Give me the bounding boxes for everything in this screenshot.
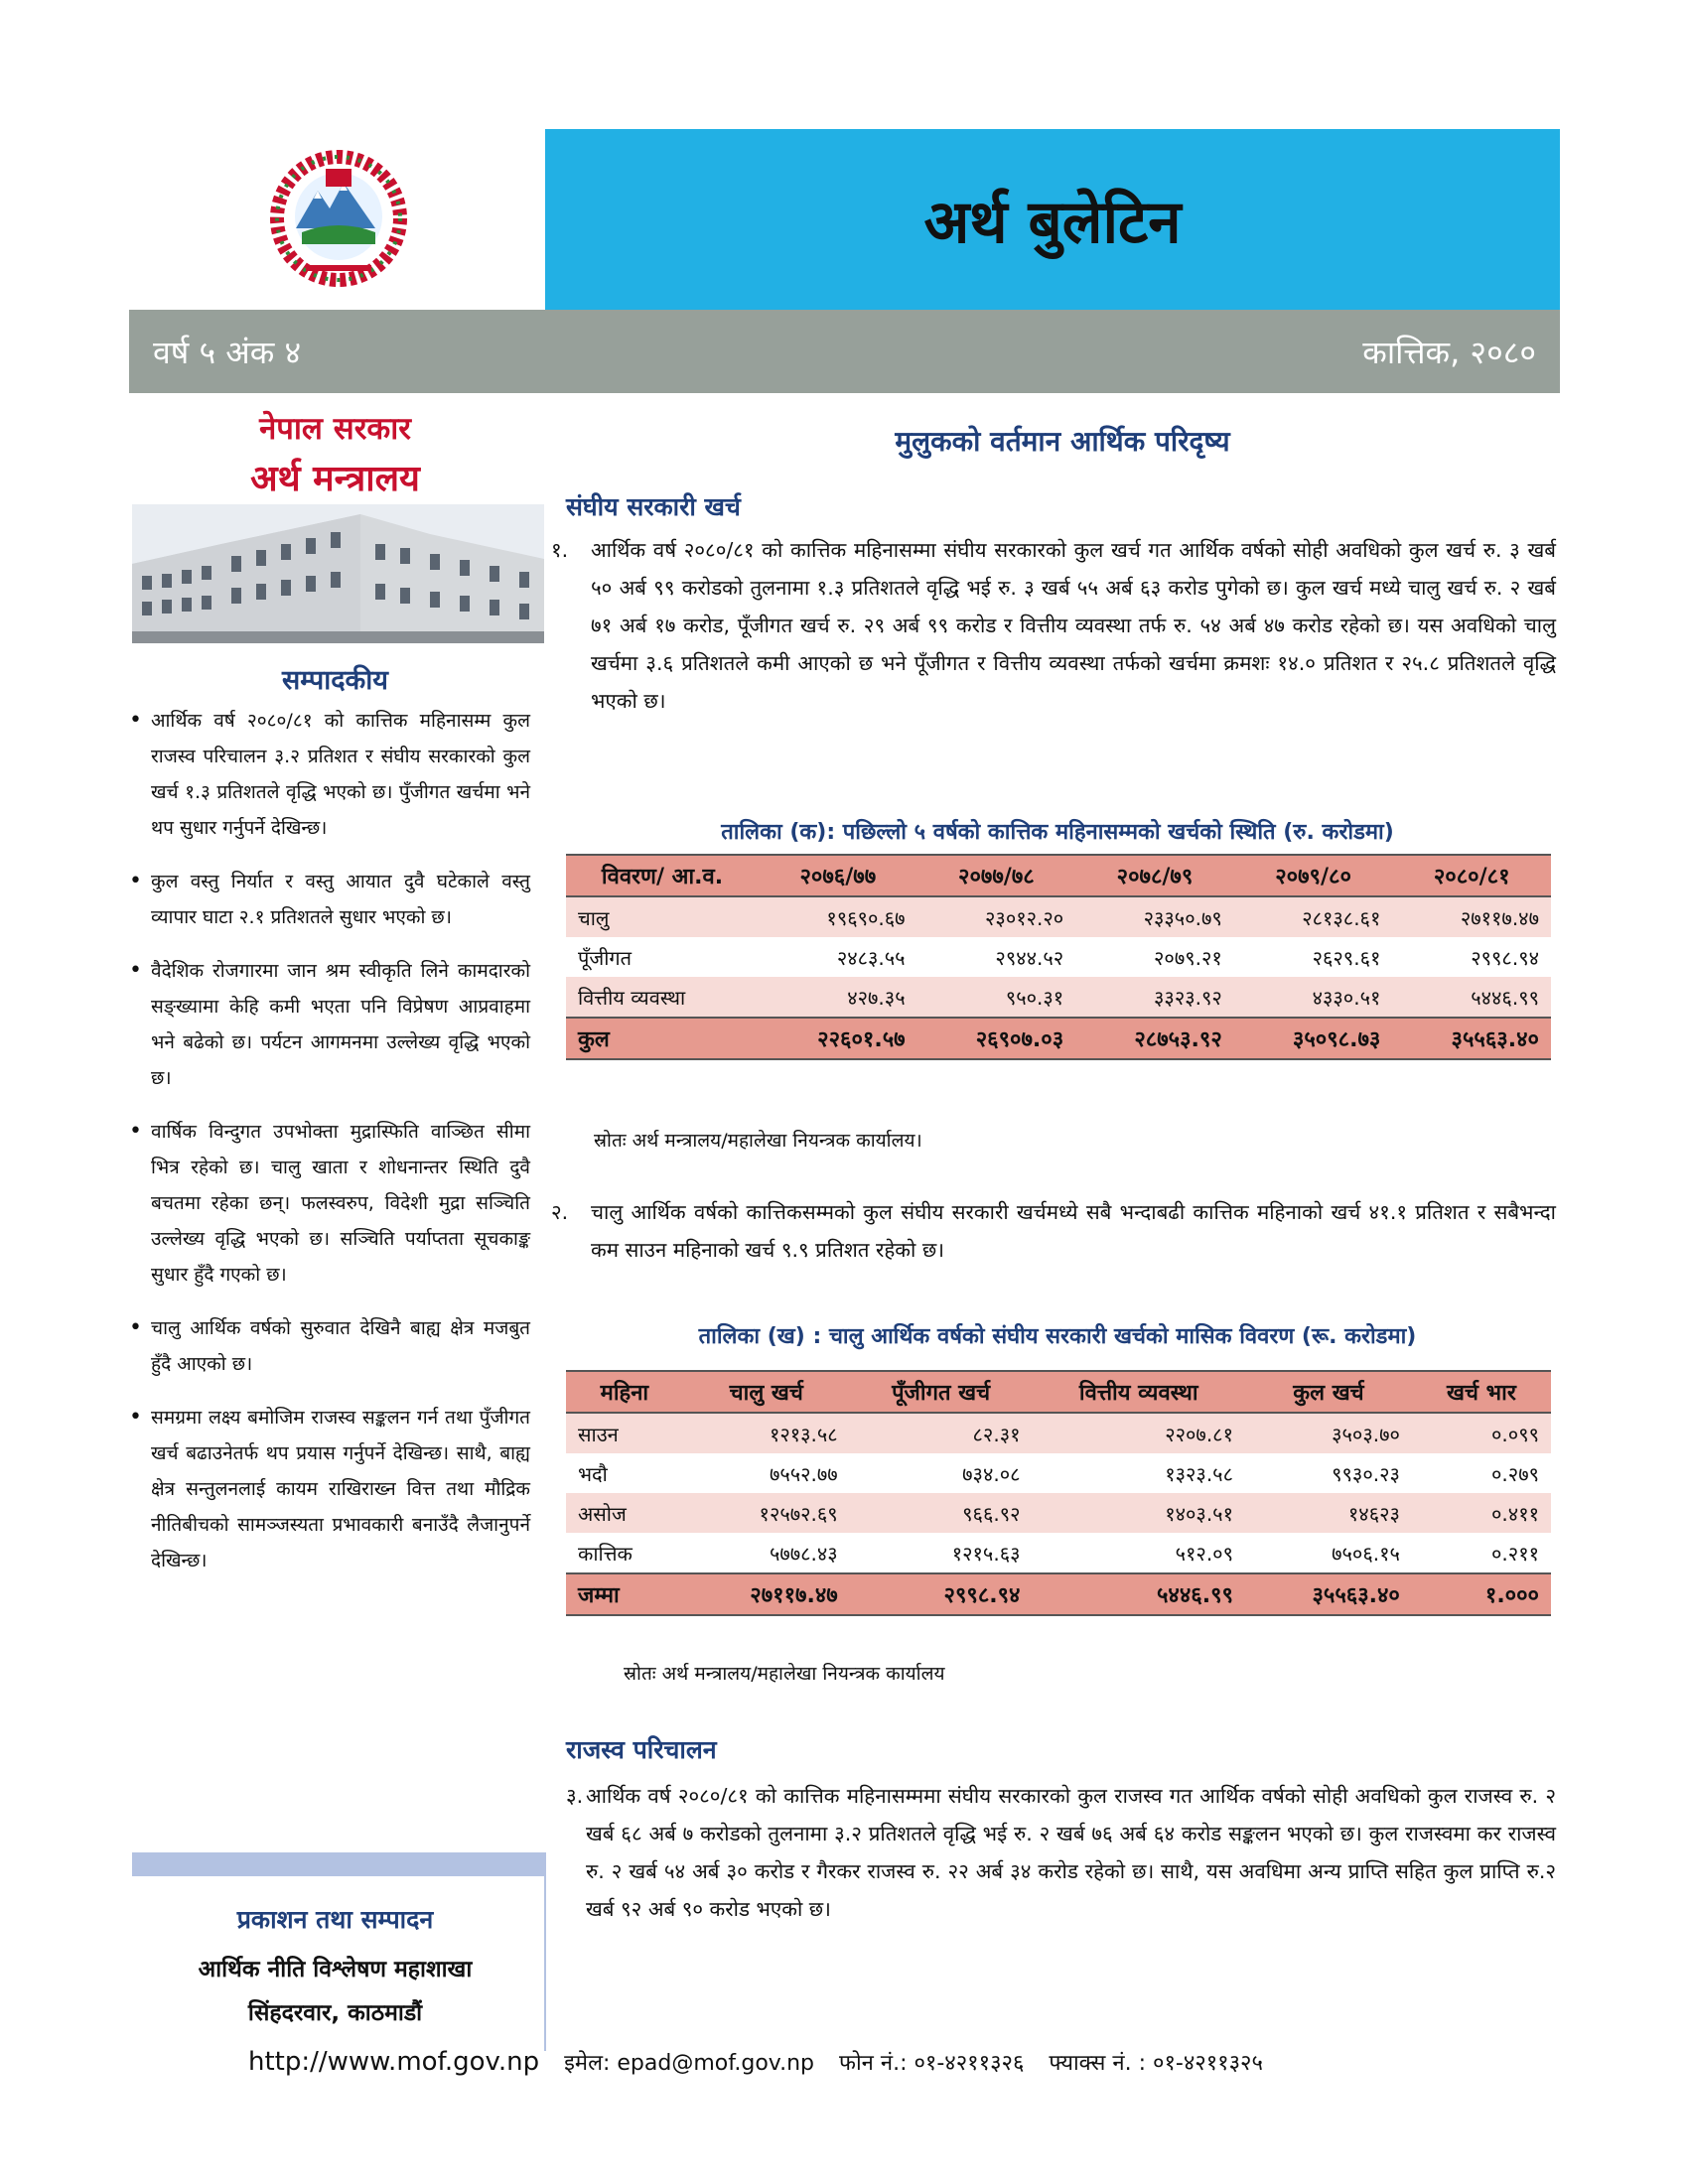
table-cell: २६९०७.०३: [975, 1027, 1064, 1052]
table-cell: ३५०३.७०: [1332, 1422, 1400, 1446]
ministry-building-photo: [132, 504, 544, 643]
government-name: नेपाल सरकार: [259, 411, 411, 447]
table-cell: ०.२११: [1491, 1541, 1539, 1566]
table-cell: १.०००: [1484, 1583, 1539, 1608]
phone-contact: फोन नं.: ०१-४२११३२६: [839, 2051, 1025, 2076]
section-title-revenue: राजस्व परिचालन: [566, 1735, 717, 1764]
editorial-item: • वार्षिक विन्दुगत उपभोक्ता मुद्रास्फिति वाञ्छित सीमा भित्र रहेको छ। चालु खाता र शोधनान्तर स्थिति दुवै बचतमा रहेका छन्। फलस्वरुप, विदेशी मुद्रा सञ्चिति उल्लेख्य वृद्धि भएको छ। सञ्चिति पर्याप्तता सूचकाङ्क सुधार हुँदै गएको छ।: [129, 1114, 530, 1293]
table-cell: ७५०६.१५: [1332, 1541, 1400, 1566]
table-header-cell: २०७६/७७: [799, 865, 877, 889]
table-cell: ०.४११: [1491, 1501, 1539, 1526]
paragraph-2: [551, 1193, 1556, 1269]
table-cell: २९४४.५२: [995, 945, 1064, 970]
editorial-item: • चालु आर्थिक वर्षको सुरुवात देखिनै बाह्य क्षेत्र मजबुत हुँदै आएको छ।: [129, 1310, 530, 1382]
table-cell: २३०१२.२०: [985, 905, 1064, 930]
paragraph-number: २.: [551, 1200, 569, 1224]
table-a-source: स्रोतः अर्थ मन्त्रालय/महालेखा नियन्त्रक कार्यालय।: [594, 1130, 922, 1152]
table-cell: २४८३.५५: [836, 945, 906, 970]
table-cell: २६२९.६१: [1312, 945, 1381, 970]
table-header-row: [566, 855, 1551, 896]
bulletin-title: अर्थ बुलेटिन: [923, 188, 1182, 257]
table-cell: २२०७.८१: [1165, 1422, 1233, 1446]
publication-vertical-rule: [544, 1852, 546, 2051]
paragraph-3: [566, 1777, 1556, 1928]
table-row: [566, 977, 1551, 1018]
publisher-address: सिंहदरवार, काठमाडौं: [247, 2000, 423, 2026]
publication-title: प्रकाशन तथा सम्पादन: [236, 1905, 434, 1934]
editorial-item: • समग्रमा लक्ष्य बमोजिम राजस्व सङ्कलन गर्न तथा पुँजीगत खर्च बढाउनेतर्फ थप प्रयास गर्नुपर्ने देखिन्छ। साथै, बाह्य क्षेत्र सन्तुलनलाई कायम राखिराख्न वित्त तथा मौद्रिक नीतिबीचको सामञ्जस्यता प्रभावकारी बनाउँदै लैजानुपर्ने देखिन्छ।: [129, 1400, 530, 1578]
paragraph-number: १.: [551, 538, 569, 562]
nepal-emblem-logo: [256, 149, 421, 288]
ministry-name: अर्थ मन्त्रालय: [250, 458, 420, 499]
table-cell: ३५५६३.४०: [1312, 1583, 1400, 1608]
editorial-list: [129, 703, 530, 1596]
publisher-division: आर्थिक नीति विश्लेषण महाशाखा: [198, 1957, 473, 1982]
section-title-federal-expenditure: संघीय सरकारी खर्च: [566, 492, 741, 521]
table-header-cell: वित्तीय व्यवस्था: [1078, 1381, 1198, 1406]
table-cell: १९६९०.६७: [826, 905, 906, 930]
table-cell: ०.२७९: [1491, 1461, 1539, 1486]
table-cell: असोज: [578, 1501, 627, 1526]
table-cell: ७५५२.७७: [769, 1461, 838, 1486]
table-cell: कात्तिक: [578, 1541, 633, 1566]
table-cell: ७३४.०८: [962, 1461, 1021, 1486]
table-cell: ०.०९९: [1491, 1422, 1539, 1446]
table-cell: वित्तीय व्यवस्था: [578, 985, 686, 1010]
table-b-monthly-expenditure: [566, 1370, 1551, 1616]
table-header-cell: २०७८/७९: [1116, 865, 1194, 889]
table-row: [566, 1453, 1551, 1493]
table-b-source: स्रोतः अर्थ मन्त्रालय/महालेखा नियन्त्रक कार्यालय: [624, 1663, 945, 1685]
paragraph-number: ३.: [566, 1784, 584, 1808]
table-cell: ४२७.३५: [847, 985, 906, 1010]
website-link[interactable]: http://www.mof.gov.np: [248, 2047, 540, 2077]
table-cell: ५७७८.४३: [769, 1541, 838, 1566]
editorial-item: • आर्थिक वर्ष २०८०/८१ को कात्तिक महिनासम्म कुल राजस्व परिचालन ३.२ प्रतिशत र संघीय सरकारको कुल खर्च १.३ प्रतिशतले वृद्धि भएको छ। पुँजीगत खर्चमा भने थप सुधार गर्नुपर्ने देखिन्छ।: [129, 703, 530, 846]
contact-footer: [248, 2047, 1559, 2077]
table-cell: ८२.३१: [972, 1422, 1021, 1446]
table-row: [566, 896, 1551, 937]
table-b-caption: तालिका (ख) : चालु आर्थिक वर्षको संघीय सरकारी खर्चको मासिक विवरण (रू. करोडमा): [698, 1324, 1417, 1349]
table-cell: १४६२३: [1347, 1501, 1400, 1526]
table-header-cell: कुल खर्च: [1293, 1381, 1364, 1406]
table-header-row: [566, 1371, 1551, 1413]
table-cell: ५४४६.९९: [1471, 985, 1539, 1010]
table-cell: १२१३.५८: [769, 1422, 838, 1446]
editorial-item: • वैदेशिक रोजगारमा जान श्रम स्वीकृति लिने कामदारको सङ्ख्यामा केहि कमी भएता पनि विप्रेषण आप्रवाहमा भने बढेको छ। पर्यटन आगमनमा उल्लेख्य वृद्धि भएको छ।: [129, 953, 530, 1096]
table-header-cell: २०८०/८१: [1433, 865, 1510, 889]
table-row: [566, 1493, 1551, 1533]
table-cell: १२५७२.६९: [759, 1501, 838, 1526]
table-cell: ४३३०.५१: [1312, 985, 1381, 1010]
table-total-row: [566, 1018, 1551, 1059]
table-row: [566, 1413, 1551, 1453]
table-cell: २७११७.४७: [750, 1583, 838, 1608]
fax-contact: फ्याक्स नं. : ०१-४२११३२५: [1049, 2051, 1263, 2076]
table-a-expenditure-5yr: [566, 854, 1551, 1060]
table-cell: ९९३०.२३: [1332, 1461, 1400, 1486]
table-cell: पूँजीगत: [578, 945, 633, 970]
table-cell: २०७९.२१: [1154, 945, 1222, 970]
table-row: [566, 1533, 1551, 1573]
table-cell: ५४४६.९९: [1156, 1583, 1233, 1608]
table-header-cell: महिना: [600, 1381, 649, 1406]
table-row: [566, 937, 1551, 977]
paragraph-text: आर्थिक वर्ष २०८०/८१ को कात्तिक महिनासम्ममा संघीय सरकारको कुल राजस्व गत आर्थिक वर्षको सोही अवधिको कुल राजस्व रु. २ खर्ब ६८ अर्ब ७ करोडको तुलनामा ३.२ प्रतिशतले वृद्धि भई रु. २ खर्ब ७६ अर्ब ६४ करोड सङ्कलन भएको छ। कुल राजस्वमा कर राजस्व रु. २ खर्ब ५४ अर्ब ३० करोड र गैरकर राजस्व रु. २२ अर्ब ३४ करोड रहेको छ। साथै, यस अवधिमा अन्य प्राप्ति सहित कुल प्राप्ति रु.२ खर्ब ९२ अर्ब ९० करोड भएको छ।: [586, 1784, 1556, 1921]
editorial-item: • कुल वस्तु निर्यात र वस्तु आयात दुवै घटेकाले वस्तु व्यापार घाटा २.१ प्रतिशतले सुधार भएको छ।: [129, 864, 530, 935]
table-header-cell: चालु खर्च: [729, 1381, 803, 1406]
issue-number: वर्ष ५ अंक ४: [153, 333, 302, 371]
bulletin-title-banner: [545, 129, 1560, 310]
table-cell: ५१२.०९: [1175, 1541, 1233, 1566]
table-cell: २८१३८.६१: [1302, 905, 1381, 930]
table-header-cell: २०७९/८०: [1275, 865, 1351, 889]
table-cell: ९५०.३१: [1005, 985, 1064, 1010]
table-cell: कुल: [578, 1027, 610, 1052]
table-header-cell: पूँजीगत खर्च: [892, 1381, 991, 1406]
table-header-cell: २०७७/७८: [958, 865, 1035, 889]
table-header-cell: विवरण/ आ.व.: [601, 865, 724, 889]
table-cell: जम्मा: [578, 1583, 620, 1608]
table-header-cell: खर्च भार: [1447, 1381, 1516, 1406]
table-cell: चालु: [578, 905, 610, 930]
table-cell: ३५५६३.४०: [1451, 1027, 1539, 1052]
table-cell: ३५०९८.७३: [1292, 1027, 1381, 1052]
table-cell: २९९८.९४: [1471, 945, 1539, 970]
publication-divider: [132, 1852, 544, 1876]
table-cell: २९९८.९४: [943, 1583, 1021, 1608]
table-cell: २७११७.४७: [1460, 905, 1539, 930]
table-a-caption: तालिका (क): पछिल्लो ५ वर्षको कात्तिक महिनासम्मको खर्चको स्थिति (रु. करोडमा): [721, 820, 1394, 845]
email-contact[interactable]: इमेल: epad@mof.gov.np: [564, 2051, 815, 2076]
table-cell: भदौ: [578, 1461, 608, 1486]
table-cell: ३३२३.९२: [1154, 985, 1222, 1010]
table-cell: २२६०१.५७: [817, 1027, 906, 1052]
issue-date: कात्तिक, २०८०: [1362, 333, 1536, 371]
paragraph-text: आर्थिक वर्ष २०८०/८१ को कात्तिक महिनासम्मा संघीय सरकारको कुल खर्च गत आर्थिक वर्षको सोही अवधिको कुल खर्च रु. ३ खर्ब ५० अर्ब ९९ करोडको तुलनामा १.३ प्रतिशतले वृद्धि भई रु. ३ खर्ब ५५ अर्ब ६३ करोड पुगेको छ। कुल खर्च मध्ये चालु खर्च रु. २ खर्ब ७१ अर्ब १७ करोड, पूँजीगत खर्च रु. २९ अर्ब ९९ करोड र वित्तीय व्यवस्था तर्फ रु. ५४ अर्ब ४७ करोड रहेको छ। यस अवधिको चालु खर्चमा ३.६ प्रतिशतले कमी आएको छ भने पूँजीगत र वित्तीय व्यवस्था तर्फको खर्चमा क्रमशः १४.० प्रतिशत र २५.८ प्रतिशतले वृद्धि भएको छ।: [591, 538, 1556, 713]
table-cell: साउन: [578, 1422, 619, 1446]
editorial-title: सम्पादकीय: [282, 665, 388, 696]
paragraph-text: चालु आर्थिक वर्षको कात्तिकसम्मको कुल संघीय सरकारी खर्चमध्ये सबै भन्दाबढी कात्तिक महिनाको खर्च ४१.१ प्रतिशत र सबैभन्दा कम साउन महिनाको खर्च ९.९ प्रतिशत रहेको छ।: [591, 1200, 1556, 1262]
table-total-row: [566, 1573, 1551, 1615]
issue-bar: [129, 310, 1560, 393]
table-cell: १२१५.६३: [951, 1541, 1021, 1566]
paragraph-1: [551, 531, 1556, 720]
table-cell: २३३५०.७९: [1143, 905, 1222, 930]
table-cell: १४०३.५१: [1165, 1501, 1233, 1526]
table-cell: १३२३.५८: [1165, 1461, 1233, 1486]
table-cell: ९६६.९२: [962, 1501, 1021, 1526]
table-cell: २८७५३.९२: [1134, 1027, 1222, 1052]
main-heading: मुलुकको वर्तमान आर्थिक परिदृष्य: [895, 425, 1230, 458]
